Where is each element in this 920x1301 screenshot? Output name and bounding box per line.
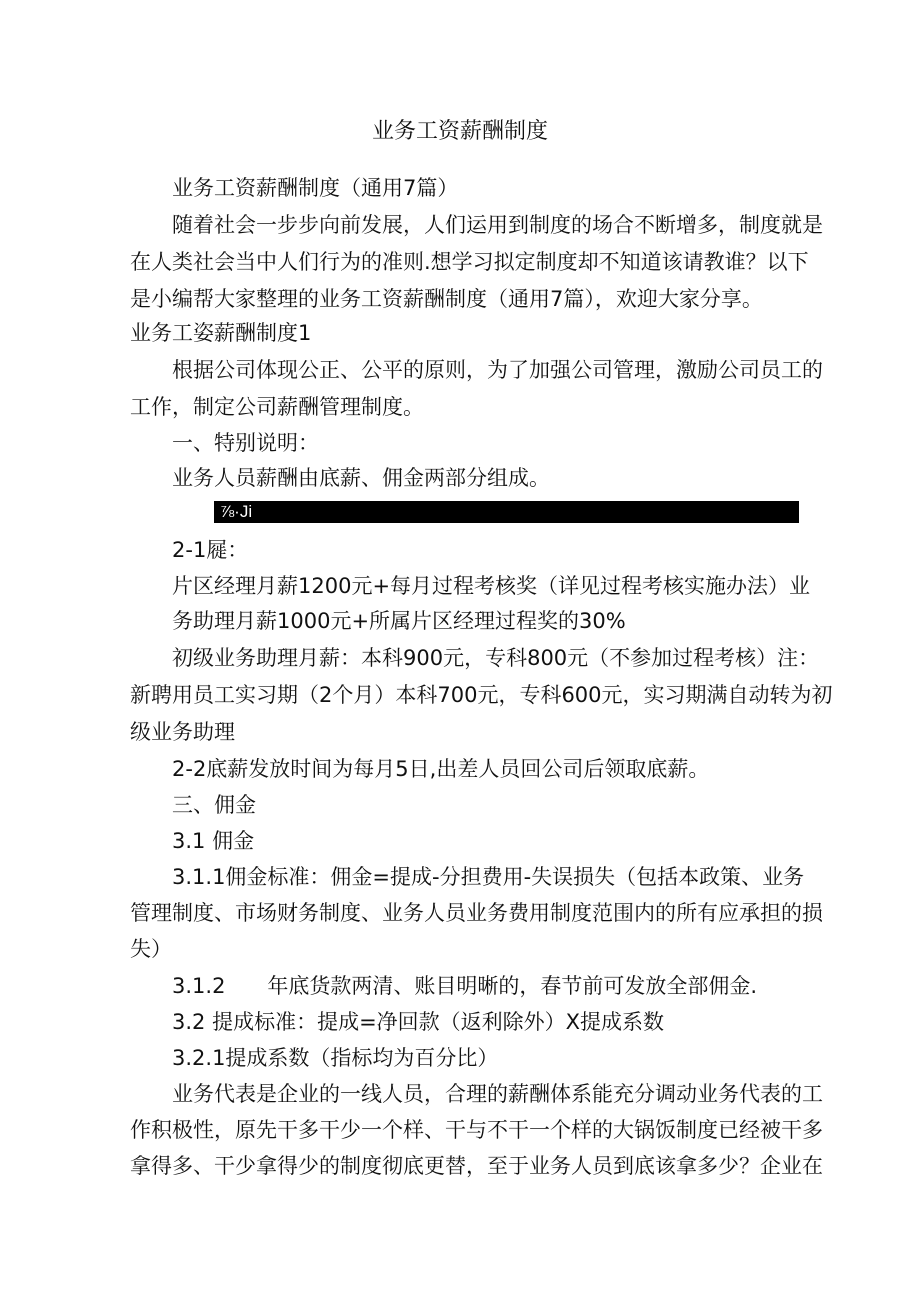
paragraph-line: 片区经理月薪1200元+每月过程考核奖（详见过程考核实施办法）业 <box>172 574 811 598</box>
paragraph-line: 拿得多、干少拿得少的制度彻底更替，至于业务人员到底该拿多少？企业在 <box>130 1154 823 1178</box>
paragraph-line: 失） <box>130 937 172 961</box>
paragraph-line: 在人类社会当中人们行为的准则.想学习拟定制度却不知道该请教谁？以下 <box>130 250 809 274</box>
paragraph-line: 工作，制定公司薪酬管理制度。 <box>130 395 424 419</box>
paragraph-line: 是小编帮大家整理的业务工资薪酬制度（通用7篇），欢迎大家分享。 <box>130 287 763 311</box>
section-heading: 2-1屣： <box>172 538 249 562</box>
paragraph-line: 业务代表是企业的一线人员，合理的薪酬体系能充分调动业务代表的工 <box>172 1082 823 1106</box>
paragraph-line: 初级业务助理月薪：本科900元，专科800元（不参加过程考核）注： <box>172 646 820 670</box>
paragraph-line: 务助理月薪1000元+所属片区经理过程奖的30% <box>172 609 626 633</box>
section-heading: 一、特别说明： <box>172 431 319 455</box>
paragraph-line: 2-2底薪发放时间为每月5日,出差人员回公司后领取底薪。 <box>172 757 710 781</box>
paragraph-line: 3.2 提成标准：提成=净回款（返利除外）X提成系数 <box>172 1010 665 1034</box>
paragraph-line: 新聘用员工实习期（2个月）本科700元，专科600元，实习期满自动转为初 <box>130 683 833 707</box>
paragraph-line: 3.2.1提成系数（指标均为百分比） <box>172 1046 499 1070</box>
section-heading: 业务工姿薪酬制度1 <box>130 321 312 345</box>
subtitle-line: 业务工资薪酬制度（通用7篇） <box>172 176 459 200</box>
paragraph-line: 随着社会一步步向前发展，人们运用到制度的场合不断增多，制度就是 <box>172 213 823 237</box>
paragraph-line: 根据公司体现公正、公平的原则，为了加强公司管理，激励公司员工的 <box>172 358 823 382</box>
band-label: ⅞·Ji <box>220 502 253 521</box>
document-title: 业务工资薪酬制度 <box>371 119 548 144</box>
section-heading: 三、佣金 <box>172 793 256 817</box>
section-heading: 3.1 佣金 <box>172 829 255 853</box>
paragraph-line: 级业务助理 <box>130 720 235 744</box>
paragraph-line: 管理制度、市场财务制度、业务人员业务费用制度范围内的所有应承担的损 <box>130 901 823 925</box>
black-band <box>214 501 799 523</box>
paragraph-line: 作积极性，原先干多干少一个样、干与不干一个样的大锅饭制度已经被干多 <box>130 1118 823 1142</box>
paragraph-line: 3.1.2 年底货款两清、账目明晰的，春节前可发放全部佣金. <box>172 974 758 998</box>
paragraph-line: 业务人员薪酬由底薪、佣金两部分组成。 <box>172 466 550 490</box>
paragraph-line: 3.1.1佣金标准：佣金=提成-分担费用-失误损失（包括本政策、业务 <box>172 865 805 889</box>
